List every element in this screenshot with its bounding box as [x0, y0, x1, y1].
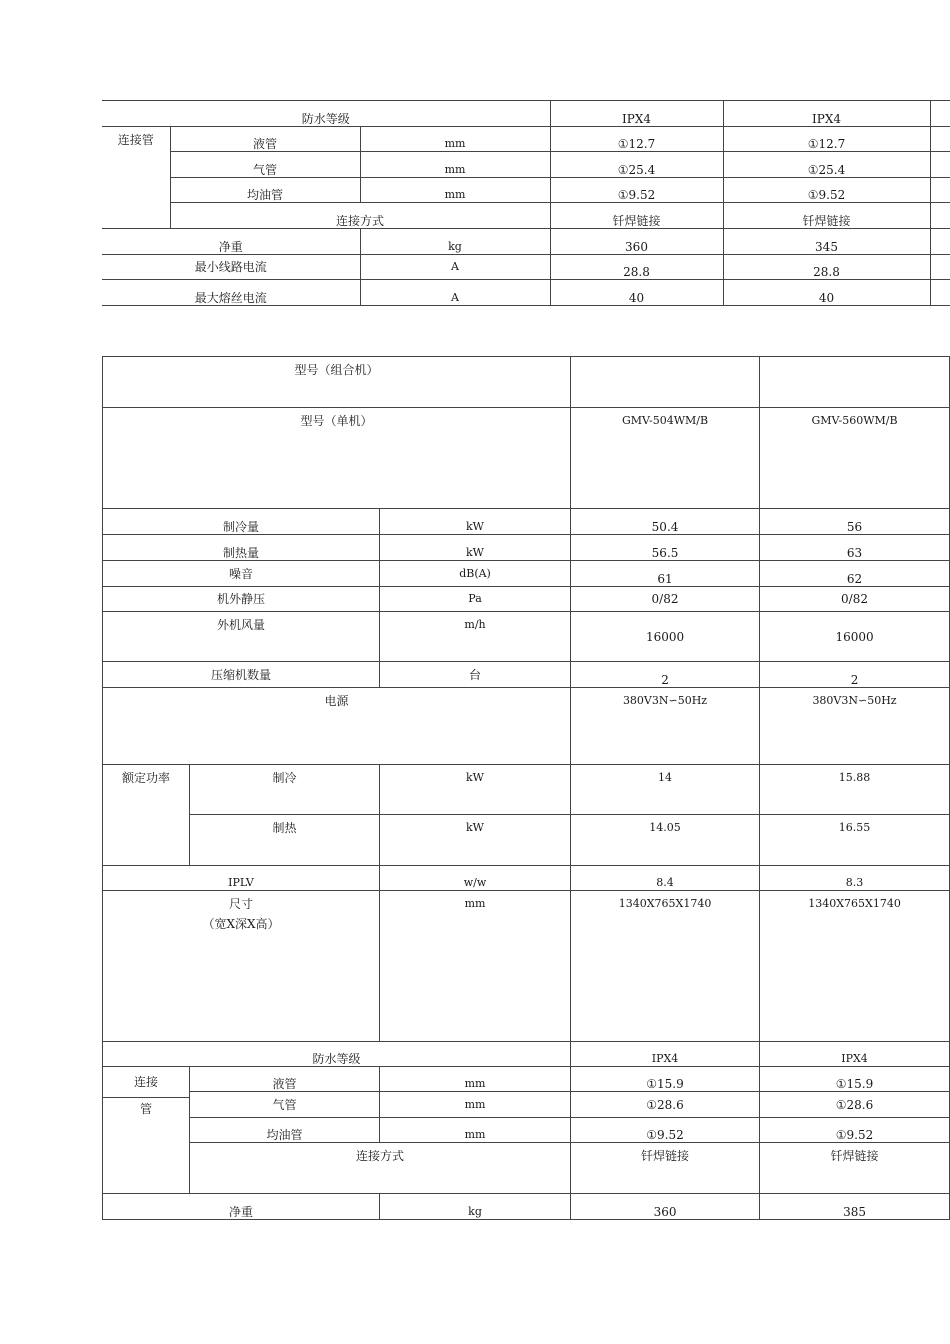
- net-weight-value: 360: [571, 1194, 760, 1220]
- gas-pipe-value: ①28.6: [760, 1092, 950, 1118]
- airflow-value: 16000: [760, 612, 950, 662]
- dimensions-value: 1340X765X1740: [571, 891, 760, 1042]
- oil-pipe-value: ①9.52: [550, 178, 723, 203]
- spec-table-continued: [102, 100, 950, 306]
- noise-value: 62: [760, 561, 950, 587]
- net-weight-unit: kg: [360, 229, 550, 255]
- cooling-capacity-label: 制冷量: [103, 509, 380, 535]
- min-current-unit: A: [360, 255, 550, 280]
- connect-method-value: 钎焊链接: [723, 203, 930, 229]
- compressor-count-value: 2: [571, 662, 760, 688]
- airflow-unit: m/h: [380, 612, 571, 662]
- net-weight-value: 360: [550, 229, 723, 255]
- dimensions-value: 1340X765X1740: [760, 891, 950, 1042]
- cooling-capacity-value: 56: [760, 509, 950, 535]
- noise-unit: dB(A): [380, 561, 571, 587]
- spec-table: [102, 356, 950, 1220]
- max-fuse-value: 40: [723, 280, 930, 306]
- single-model-value: GMV-504WM/B: [571, 408, 760, 509]
- pipe-group-label: 连接管: [102, 127, 170, 229]
- net-weight-unit: kg: [380, 1194, 571, 1220]
- liquid-pipe-unit: mm: [360, 127, 550, 152]
- gas-pipe-label: 气管: [170, 152, 360, 178]
- combo-model-label: 型号（组合机）: [103, 357, 571, 408]
- liquid-pipe-label: 液管: [170, 127, 360, 152]
- oil-pipe-unit: mm: [380, 1118, 571, 1143]
- heating-capacity-unit: kW: [380, 535, 571, 561]
- dimensions-unit: mm: [380, 891, 571, 1042]
- noise-label: 噪音: [103, 561, 380, 587]
- iplv-value: 8.3: [760, 866, 950, 891]
- liquid-pipe-value: ①12.7: [550, 127, 723, 152]
- heating-capacity-value: 56.5: [571, 535, 760, 561]
- oil-pipe-value: ①9.52: [723, 178, 930, 203]
- noise-value: 61: [571, 561, 760, 587]
- rated-heating-label: 制热: [190, 815, 380, 866]
- cooling-capacity-value: 50.4: [571, 509, 760, 535]
- net-weight-value: 385: [760, 1194, 950, 1220]
- liquid-pipe-value: ①15.9: [571, 1067, 760, 1092]
- power-supply-value: 380V3N∽50Hz: [571, 688, 760, 765]
- rated-cooling-label: 制冷: [190, 765, 380, 815]
- dimensions-label: 尺寸: [228, 897, 253, 911]
- connect-method-value: 钎焊链接: [571, 1143, 760, 1194]
- oil-pipe-value: ①9.52: [760, 1118, 950, 1143]
- combo-model-value: [760, 357, 950, 408]
- pipe-group-cell: [103, 1067, 190, 1194]
- connect-method-value: 钎焊链接: [760, 1143, 950, 1194]
- compressor-count-unit: 台: [380, 662, 571, 688]
- rated-heating-value: 14.05: [571, 815, 760, 866]
- connect-method-label: 连接方式: [170, 203, 550, 229]
- oil-pipe-label: 均油管: [170, 178, 360, 203]
- waterproof-value: IPX4: [723, 101, 930, 127]
- gas-pipe-value: ①25.4: [550, 152, 723, 178]
- net-weight-value: 345: [723, 229, 930, 255]
- static-pressure-label: 机外静压: [103, 587, 380, 612]
- heating-capacity-label: 制热量: [103, 535, 380, 561]
- compressor-count-label: 压缩机数量: [103, 662, 380, 688]
- static-pressure-value: 0/82: [760, 587, 950, 612]
- rated-heating-value: 16.55: [760, 815, 950, 866]
- min-current-value: 28.8: [723, 255, 930, 280]
- max-fuse-label: 最大熔丝电流: [102, 280, 360, 306]
- combo-model-value: [571, 357, 760, 408]
- rated-cooling-value: 15.88: [760, 765, 950, 815]
- rated-cooling-unit: kW: [380, 765, 571, 815]
- gas-pipe-unit: mm: [380, 1092, 571, 1118]
- waterproof-label: 防水等级: [102, 101, 550, 127]
- heating-capacity-value: 63: [760, 535, 950, 561]
- oil-pipe-label: 均油管: [190, 1118, 380, 1143]
- iplv-unit: w/w: [380, 866, 571, 891]
- liquid-pipe-label: 液管: [190, 1067, 380, 1092]
- power-supply-value: 380V3N∽50Hz: [760, 688, 950, 765]
- waterproof-value: IPX4: [550, 101, 723, 127]
- net-weight-label: 净重: [103, 1194, 380, 1220]
- single-model-label: 型号（单机）: [103, 408, 571, 509]
- waterproof-value: IPX4: [760, 1042, 950, 1067]
- static-pressure-value: 0/82: [571, 587, 760, 612]
- rated-heating-unit: kW: [380, 815, 571, 866]
- pipe-group-label: 连接: [133, 1075, 158, 1089]
- gas-pipe-label: 气管: [190, 1092, 380, 1118]
- gas-pipe-value: ①25.4: [723, 152, 930, 178]
- liquid-pipe-value: ①12.7: [723, 127, 930, 152]
- airflow-value: 16000: [571, 612, 760, 662]
- airflow-label: 外机风量: [103, 612, 380, 662]
- power-supply-label: 电源: [103, 688, 571, 765]
- min-current-value: 28.8: [550, 255, 723, 280]
- rated-cooling-value: 14: [571, 765, 760, 815]
- iplv-value: 8.4: [571, 866, 760, 891]
- oil-pipe-value: ①9.52: [571, 1118, 760, 1143]
- static-pressure-unit: Pa: [380, 587, 571, 612]
- max-fuse-value: 40: [550, 280, 723, 306]
- oil-pipe-unit: mm: [360, 178, 550, 203]
- dimensions-sublabel: （宽X深X高）: [202, 917, 280, 931]
- liquid-pipe-value: ①15.9: [760, 1067, 950, 1092]
- net-weight-label: 净重: [102, 229, 360, 255]
- pipe-group-label: 管: [103, 1097, 189, 1116]
- waterproof-value: IPX4: [571, 1042, 760, 1067]
- compressor-count-value: 2: [760, 662, 950, 688]
- iplv-label: IPLV: [103, 866, 380, 891]
- waterproof-label: 防水等级: [103, 1042, 571, 1067]
- max-fuse-unit: A: [360, 280, 550, 306]
- gas-pipe-value: ①28.6: [571, 1092, 760, 1118]
- min-current-label: 最小线路电流: [102, 255, 360, 280]
- gas-pipe-unit: mm: [360, 152, 550, 178]
- connect-method-value: 钎焊链接: [550, 203, 723, 229]
- dimensions-cell: [103, 891, 380, 1042]
- connect-method-label: 连接方式: [190, 1143, 571, 1194]
- cooling-capacity-unit: kW: [380, 509, 571, 535]
- liquid-pipe-unit: mm: [380, 1067, 571, 1092]
- single-model-value: GMV-560WM/B: [760, 408, 950, 509]
- rated-power-label: 额定功率: [103, 765, 190, 866]
